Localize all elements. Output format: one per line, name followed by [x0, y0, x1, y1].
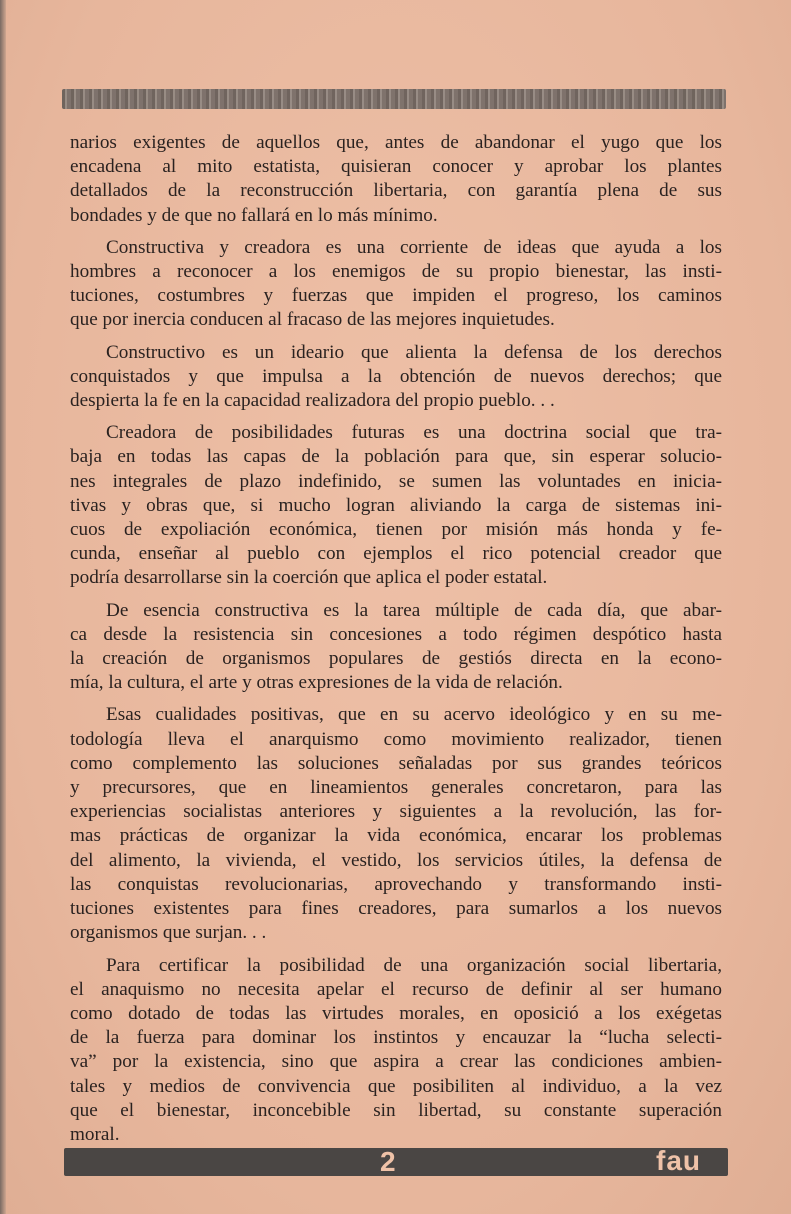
paragraph — [70, 703, 722, 945]
text-line: baja en todas las capas de la población para que, sin esperar solucio- — [70, 446, 722, 468]
text-line: Creadora de posibilidades futuras es una doctrina social que tra- — [106, 422, 722, 444]
text-line: va” por la existencia, sino que aspira a crear las condiciones ambien- — [70, 1051, 722, 1073]
text-line: experiencias socialistas anteriores y siguientes a la revolución, las for- — [70, 801, 722, 823]
text-line: y precursores, que en lineamientos generales concretaron, para las — [70, 777, 722, 799]
text-line: tales y medios de convivencia que posibiliten al individuo, a la vez — [70, 1075, 722, 1097]
text-line: Constructivo es un ideario que alienta la defensa de los derechos — [106, 341, 722, 363]
paragraph — [70, 236, 722, 333]
text-line: cuos de expoliación económica, tienen por misión más honda y fe- — [70, 519, 722, 541]
text-line: la creación de organismos populares de gestiós directa en la econo- — [70, 648, 722, 670]
page-number: 2 — [380, 1146, 396, 1177]
text-line: de la fuerza para dominar los instintos y encauzar la “lucha selecti- — [70, 1027, 722, 1049]
text-line: organismos que surjan. . . — [70, 922, 267, 944]
text-line: Constructiva y creadora es una corriente de ideas que ayuda a los — [106, 236, 722, 258]
paragraph — [70, 599, 722, 696]
paragraph — [70, 341, 722, 414]
text-line: podría desarrollarse sin la coerción que aplica el poder estatal. — [70, 567, 548, 589]
text-line: como complemento las soluciones señaladas por sus grandes teóricos — [70, 752, 722, 774]
text-line: cunda, enseñar al pueblo con ejemplos el rico potencial creador que — [70, 543, 722, 565]
text-line: mas prácticas de organizar la vida económica, encarar los problemas — [70, 825, 722, 847]
page-edge — [0, 0, 6, 1214]
text-line: las conquistas revolucionarias, aprovechando y transformando insti- — [70, 873, 722, 895]
footer-bar — [64, 1148, 728, 1176]
text-line: que por inercia conducen al fracaso de las mejores inquietudes. — [70, 309, 555, 331]
paragraph — [70, 954, 722, 1148]
text-line: conquistados y que impulsa a la obtención de nuevos derechos; que — [70, 365, 722, 387]
text-line: que el bienestar, inconcebible sin libertad, su constante superación — [70, 1099, 722, 1121]
text-line: narios exigentes de aquellos que, antes de abandonar el yugo que los — [70, 132, 722, 153]
paragraph — [70, 421, 722, 590]
header-bar — [62, 89, 726, 109]
text-line: tivas y obras que, si mucho logran aliviando la carga de sistemas ini- — [70, 494, 722, 516]
text-line: tuciones, costumbres y fuerzas que impiden el progreso, los caminos — [70, 285, 722, 307]
text-line: De esencia constructiva es la tarea múltiple de cada día, que abar- — [106, 599, 722, 621]
text-line: despierta la fe en la capacidad realizadora del propio pueblo. . . — [70, 390, 555, 412]
text-line: tuciones existentes para fines creadores, para sumarlos a los nuevos — [70, 898, 722, 920]
text-line: el anaquismo no necesita apelar el recurso de definir al ser humano — [70, 978, 722, 1000]
text-line: encadena al mito estatista, quisieran conocer y aprobar los plantes — [70, 156, 722, 178]
text-line: del alimento, la vivienda, el vestido, los servicios útiles, la defensa de — [70, 849, 722, 871]
paragraph — [70, 131, 722, 228]
text-line: moral. — [70, 1123, 120, 1145]
text-line: mía, la cultura, el arte y otras expresiones de la vida de relación. — [70, 672, 563, 694]
text-line: Esas cualidades positivas, que en su acervo ideológico y en su me- — [106, 704, 722, 726]
body-text — [70, 131, 722, 1155]
text-line: Para certificar la posibilidad de una organización social libertaria, — [106, 954, 722, 976]
text-line: bondades y de que no fallará en lo más mínimo. — [70, 204, 438, 226]
text-line: nes integrales de plazo indefinido, se sumen las voluntades en inicia- — [70, 470, 722, 492]
text-line: ca desde la resistencia sin concesiones a todo régimen despótico hasta — [70, 623, 722, 645]
text-line: hombres a reconocer a los enemigos de su propio bienestar, las insti- — [70, 261, 722, 283]
brand-logo: fau — [656, 1145, 701, 1176]
text-line: detallados de la reconstrucción libertaria, con garantía plena de sus — [70, 180, 722, 202]
text-line: como dotado de todas las virtudes morales, en oposició a los exégetas — [70, 1002, 722, 1024]
text-line: todología lleva el anarquismo como movimiento realizador, tienen — [70, 728, 722, 750]
